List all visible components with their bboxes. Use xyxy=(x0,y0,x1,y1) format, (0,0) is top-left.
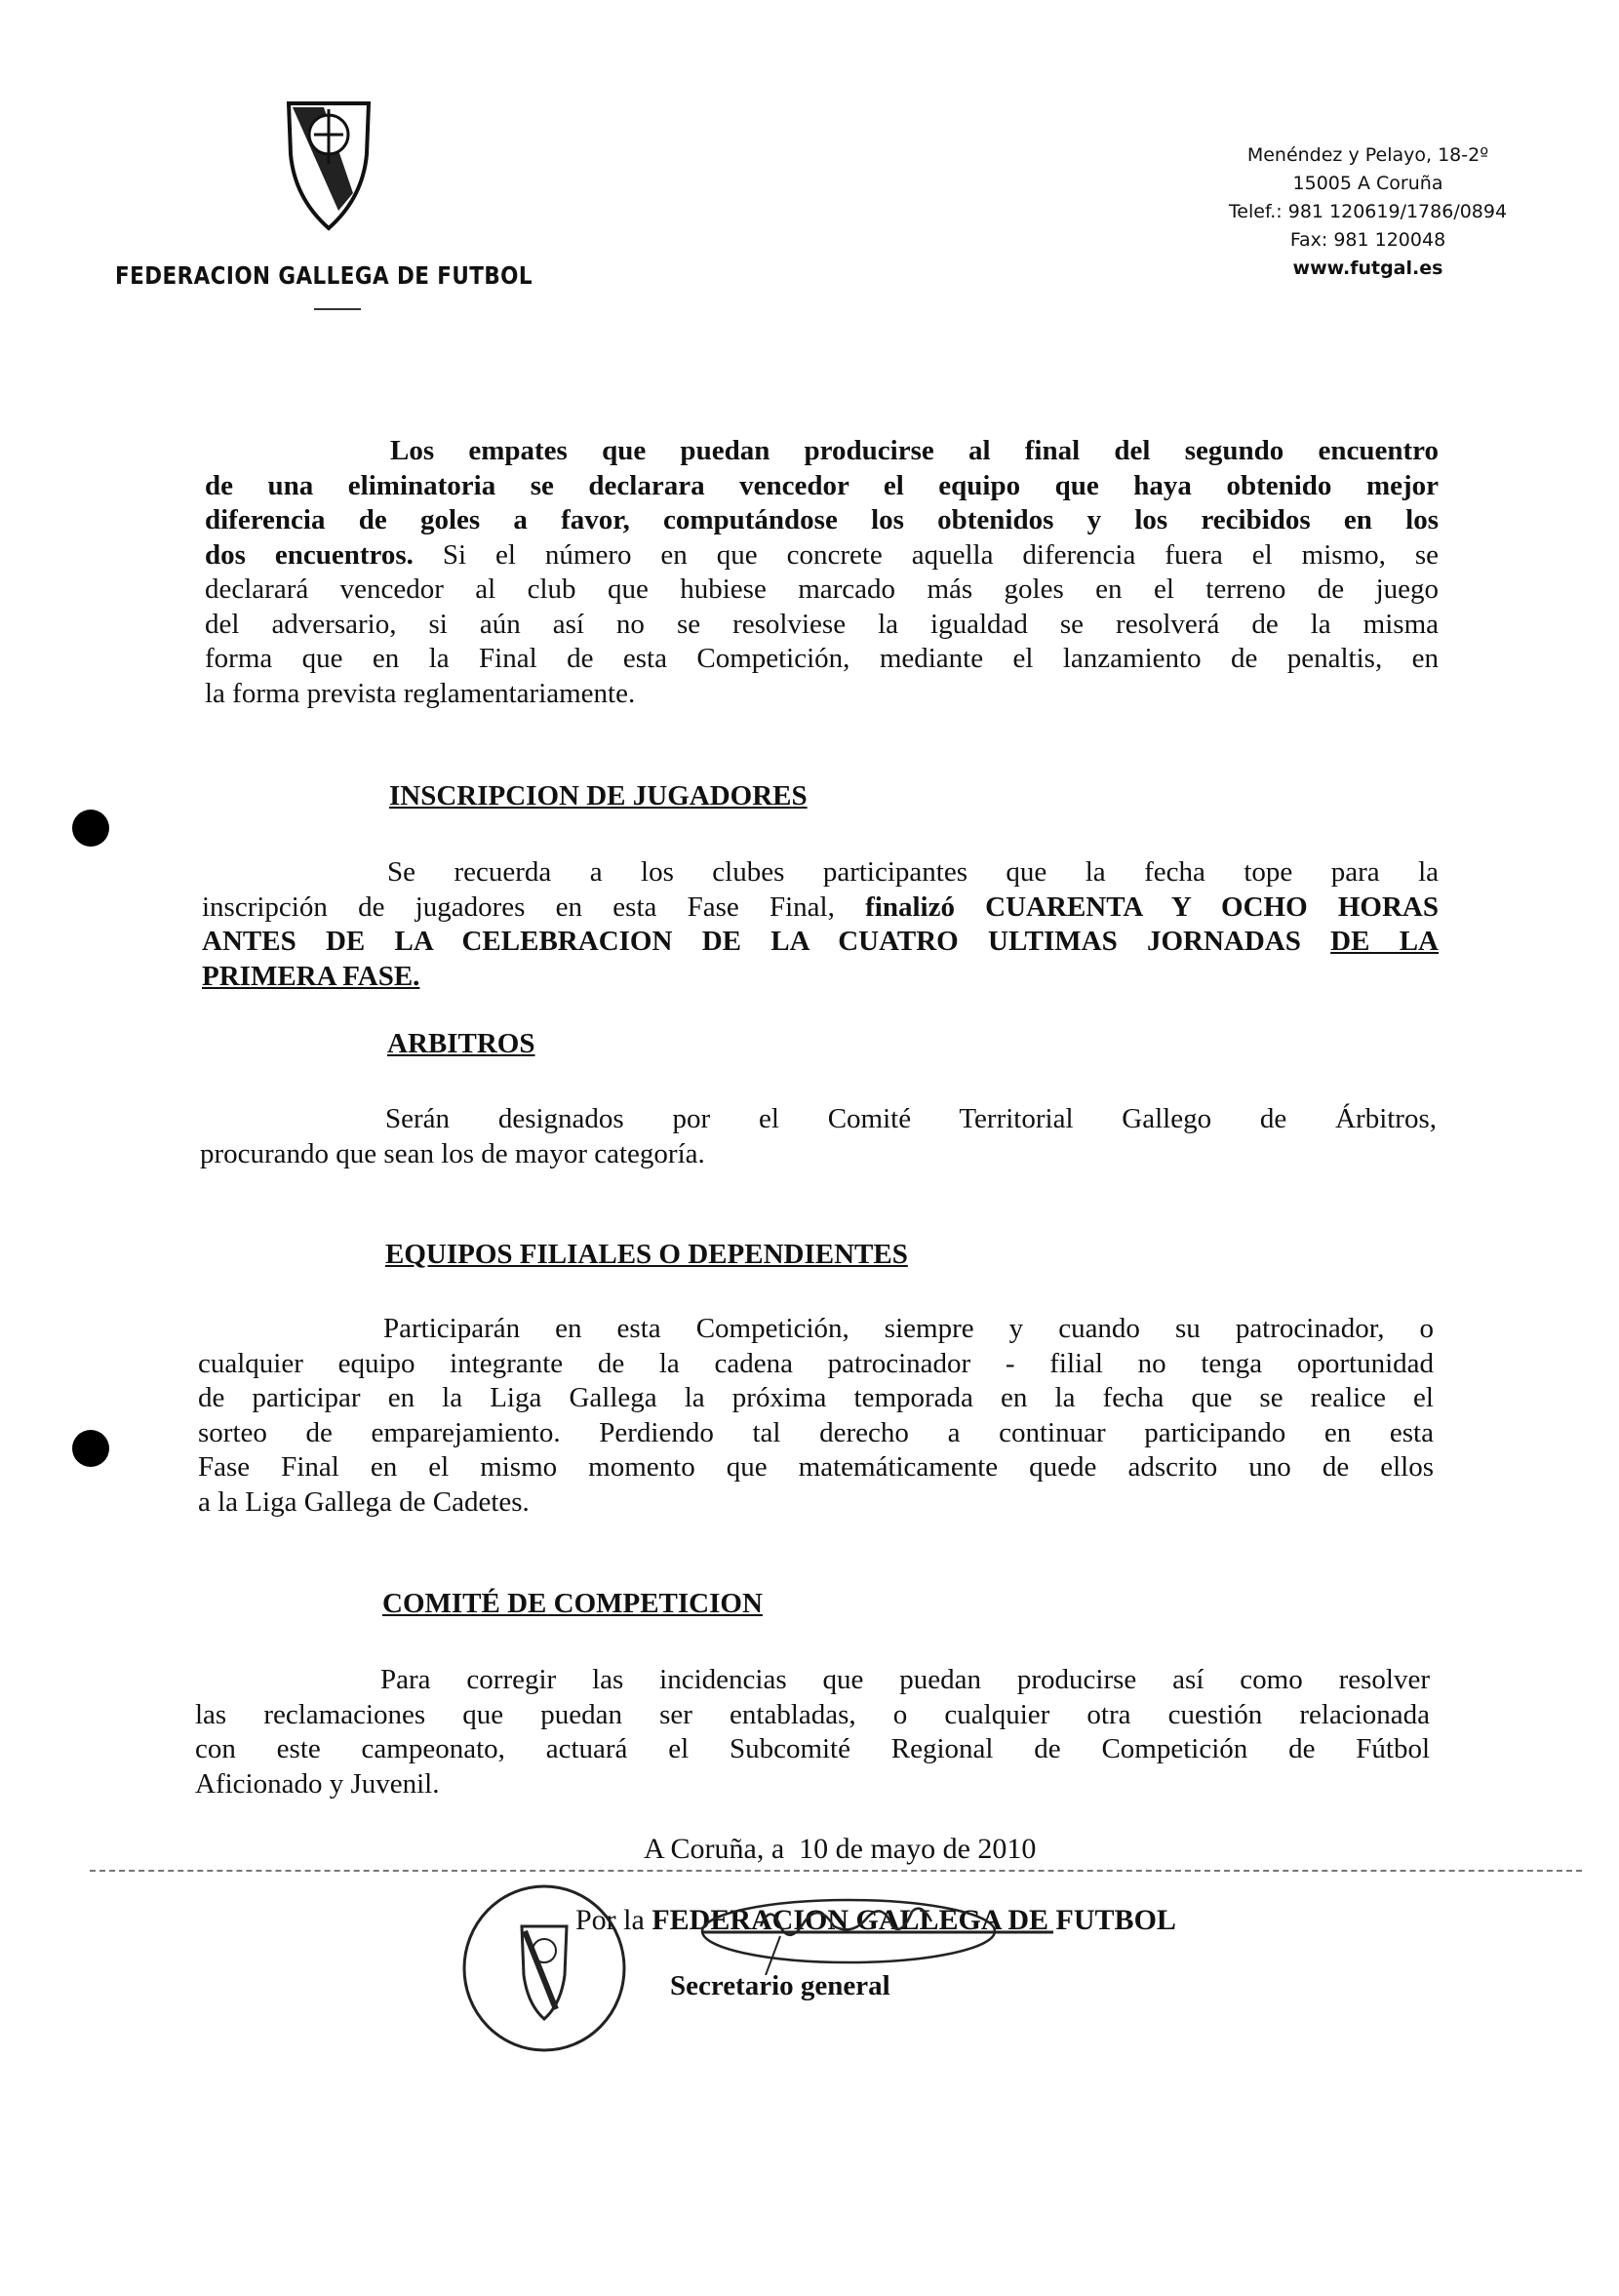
address-block xyxy=(1200,141,1536,283)
heading-arbitros: ARBITROS xyxy=(387,1028,535,1059)
text-line xyxy=(195,1663,1430,1698)
text-segment: Aficionado y Juvenil. xyxy=(195,1767,440,1800)
text-segment: Se recuerda a los clubes participantes que la fecha tope para la xyxy=(387,856,1439,888)
text-line xyxy=(205,469,1439,504)
text-line xyxy=(205,538,1439,574)
signed-by-prefix: Por la xyxy=(575,1904,652,1936)
text-line xyxy=(198,1450,1434,1485)
address-city: 15005 A Coruña xyxy=(1292,173,1443,194)
heading-equipos: EQUIPOS FILIALES O DEPENDIENTES xyxy=(385,1239,908,1270)
paragraph-inscripcion xyxy=(202,855,1439,994)
paragraph-tiebreak xyxy=(205,434,1439,711)
text-segment: Serán designados por el Comité Territorial Gallego de Árbitros, xyxy=(385,1103,1437,1134)
federation-stamp xyxy=(458,1882,630,2059)
signed-by-org: FEDERACION GALLEGA DE FUTBOL xyxy=(652,1904,1176,1936)
paragraph-arbitros xyxy=(200,1102,1437,1171)
text-line xyxy=(195,1698,1430,1733)
text-segment: de participar en la Liga Gallega la próxima temporada en la fecha que se realice el xyxy=(198,1382,1434,1413)
text-line xyxy=(205,503,1439,538)
text-line xyxy=(200,1102,1437,1137)
text-line xyxy=(205,434,1439,469)
text-line xyxy=(205,677,1439,712)
paragraph-comite xyxy=(195,1663,1430,1801)
text-segment: de una eliminatoria se declarara vencedor el equipo que haya obtenido mejor xyxy=(205,469,1439,501)
text-segment: Participarán en esta Competición, siempre y cuando su patrocinador, o xyxy=(383,1313,1434,1344)
text-line xyxy=(205,642,1439,677)
text-line xyxy=(195,1767,1430,1802)
text-line xyxy=(198,1347,1434,1382)
text-segment: forma que en la Final de esta Competición, mediante el lanzamiento de penaltis, en xyxy=(205,643,1439,674)
binder-hole xyxy=(72,810,109,847)
text-line xyxy=(200,1137,1437,1172)
text-segment: ANTES DE LA CELEBRACION DE LA CUATRO ULTIMAS JORNADAS xyxy=(202,926,1331,957)
text-segment: DE LA xyxy=(1330,926,1440,957)
org-name: FEDERACION GALLEGA DE FUTBOL xyxy=(115,261,533,290)
address-phone: Telef.: 981 120619/1786/0894 xyxy=(1228,201,1508,222)
text-line xyxy=(198,1485,1434,1521)
text-segment: declarará vencedor al club que hubiese marcado más goles en el terreno de juego xyxy=(205,574,1439,605)
text-segment: Para corregir las incidencias que puedan producirse así como resolver xyxy=(380,1664,1430,1695)
address-fax: Fax: 981 120048 xyxy=(1289,229,1446,251)
text-line xyxy=(202,855,1439,891)
text-segment: finalizó CUARENTA Y OCHO HORAS xyxy=(865,891,1440,923)
text-segment: PRIMERA FASE. xyxy=(202,960,420,992)
text-segment: cualquier equipo integrante de la cadena patrocinador - filial no tenga oportunidad xyxy=(198,1347,1434,1379)
binder-hole xyxy=(72,1430,109,1467)
org-name-underline xyxy=(314,308,361,310)
text-line xyxy=(198,1312,1434,1347)
text-line xyxy=(202,925,1439,960)
text-segment: la forma prevista reglamentariamente. xyxy=(205,677,636,709)
text-segment: dos encuentros. xyxy=(205,538,414,571)
signatory-role: Secretario general xyxy=(670,1970,890,2001)
text-segment: procurando que sean los de mayor categoría. xyxy=(200,1137,705,1169)
text-segment: diferencia de goles a favor, computándose los obtenidos y los recibidos en los xyxy=(205,504,1439,535)
text-segment: con este campeonato, actuará el Subcomité Regional de Competición de Fútbol xyxy=(195,1733,1430,1764)
text-line xyxy=(205,573,1439,608)
text-line xyxy=(205,608,1439,643)
text-line xyxy=(202,960,1439,995)
heading-inscripcion: INSCRIPCION DE JUGADORES xyxy=(389,780,808,812)
paragraph-equipos xyxy=(198,1312,1434,1520)
address-street: Menéndez y Pelayo, 18-2º xyxy=(1246,144,1489,166)
text-line xyxy=(198,1416,1434,1451)
text-segment: del adversario, si aún así no se resolviese la igualdad se resolverá de la misma xyxy=(205,608,1439,640)
text-segment: las reclamaciones que puedan ser entabladas, o cualquier otra cuestión relacionada xyxy=(195,1698,1430,1730)
federation-logo xyxy=(285,96,373,232)
date-line: A Coruña, a 10 de mayo de 2010 xyxy=(644,1833,1037,1865)
heading-comite: COMITÉ DE COMPETICION xyxy=(382,1588,763,1619)
text-segment: inscripción de jugadores en esta Fase Final, xyxy=(202,891,866,923)
text-segment: sorteo de emparejamiento. Perdiendo tal derecho a continuar participando en esta xyxy=(198,1416,1434,1448)
website-link[interactable]: www.futgal.es xyxy=(1292,257,1443,279)
text-line xyxy=(202,891,1439,926)
shield-icon xyxy=(285,96,373,232)
text-segment: a la Liga Gallega de Cadetes. xyxy=(198,1485,530,1518)
text-segment: Fase Final en el mismo momento que matemáticamente quede adscrito uno de ellos xyxy=(198,1451,1434,1483)
signature xyxy=(644,1897,1073,1980)
text-line xyxy=(198,1381,1434,1416)
text-segment: Los empates que puedan producirse al final del segundo encuentro xyxy=(390,435,1439,466)
text-line xyxy=(195,1732,1430,1767)
text-segment: Si el número en que concrete aquella diferencia fuera el mismo, se xyxy=(413,538,1439,571)
